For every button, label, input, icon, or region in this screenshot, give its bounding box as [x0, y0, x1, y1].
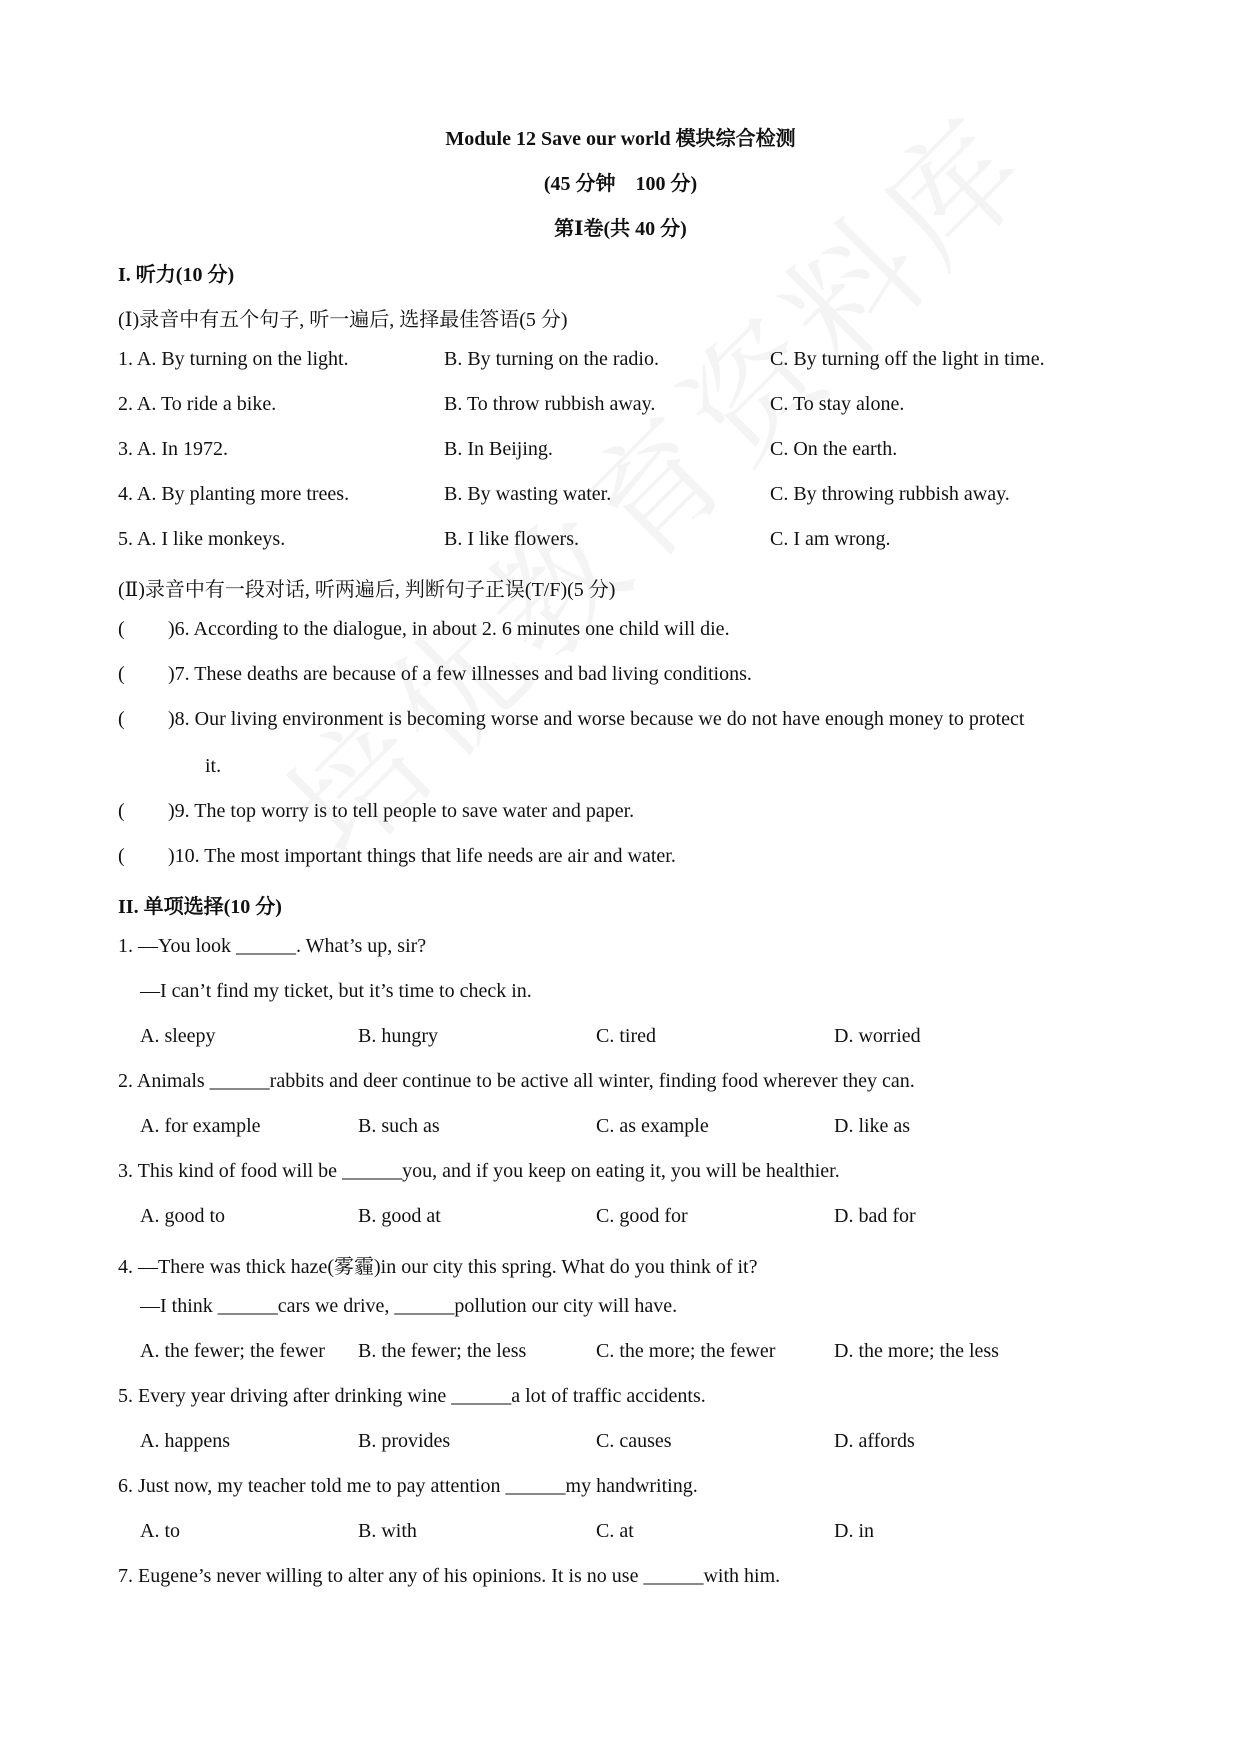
choice-option: B. good at — [358, 1205, 441, 1227]
choice-option: A. the fewer; the fewer — [140, 1340, 325, 1362]
option-b: B. In Beijing. — [444, 438, 553, 460]
choice-heading: II. 单项选择(10 分) — [118, 896, 282, 918]
choice-option: D. affords — [834, 1430, 915, 1452]
option-c: C. To stay alone. — [770, 393, 905, 415]
page-title: Module 12 Save our world 模块综合检测 — [445, 128, 796, 150]
choice-option: B. provides — [358, 1430, 451, 1452]
option-c: C. On the earth. — [770, 438, 898, 460]
option-c: C. By throwing rubbish away. — [770, 483, 1010, 505]
question-line: 6. Just now, my teacher told me to pay attention ______my handwriting. — [118, 1475, 698, 1497]
option-a: 4. A. By planting more trees. — [118, 483, 350, 505]
tf-item: ( )8. Our living environment is becoming worse and worse because we do not have enough money to protect — [118, 708, 1025, 730]
choice-option: D. bad for — [834, 1205, 916, 1227]
tf-item: ( )7. These deaths are because of a few illnesses and bad living conditions. — [118, 663, 752, 685]
choice-option: A. happens — [140, 1430, 230, 1452]
choice-option: B. with — [358, 1520, 417, 1542]
time-score: (45 分钟 100 分) — [543, 173, 698, 195]
part-heading: 第Ⅰ卷(共 40 分) — [554, 218, 687, 240]
tf-item: ( )6. According to the dialogue, in about 2. 6 minutes one child will die. — [118, 618, 730, 640]
choice-option: C. tired — [596, 1025, 656, 1047]
question-line: 3. This kind of food will be ______you, and if you keep on eating it, you will be healthier. — [118, 1160, 840, 1182]
choice-option: B. such as — [358, 1115, 440, 1137]
option-c: C. I am wrong. — [770, 528, 891, 550]
option-a: 2. A. To ride a bike. — [118, 393, 277, 415]
choice-option: B. hungry — [358, 1025, 438, 1047]
option-b: B. I like flowers. — [444, 528, 579, 550]
choice-option: C. good for — [596, 1205, 688, 1227]
choice-option: A. to — [140, 1520, 180, 1542]
question-line: —I can’t find my ticket, but it’s time to check in. — [140, 980, 532, 1002]
question-line: 5. Every year driving after drinking wine ______a lot of traffic accidents. — [118, 1385, 706, 1407]
option-a: 5. A. I like monkeys. — [118, 528, 286, 550]
tf-item: ( )10. The most important things that life needs are air and water. — [118, 845, 676, 867]
choice-option: C. at — [596, 1520, 634, 1542]
option-a: 3. A. In 1972. — [118, 438, 228, 460]
choice-option: B. the fewer; the less — [358, 1340, 527, 1362]
choice-option: D. in — [834, 1520, 874, 1542]
option-a: 1. A. By turning on the light. — [118, 348, 349, 370]
option-b: B. By turning on the radio. — [444, 348, 659, 370]
choice-option: A. good to — [140, 1205, 225, 1227]
option-c: C. By turning off the light in time. — [770, 348, 1045, 370]
question-line: 7. Eugene’s never willing to alter any of his opinions. It is no use ______with him. — [118, 1565, 781, 1587]
choice-option: C. causes — [596, 1430, 672, 1452]
listening-heading: I. 听力(10 分) — [118, 264, 235, 286]
choice-option: D. the more; the less — [834, 1340, 999, 1362]
choice-option: C. as example — [596, 1115, 709, 1137]
choice-option: C. the more; the fewer — [596, 1340, 776, 1362]
option-b: B. To throw rubbish away. — [444, 393, 656, 415]
choice-option: A. for example — [140, 1115, 261, 1137]
tf-item: ( )9. The top worry is to tell people to save water and paper. — [118, 800, 635, 822]
choice-option: D. worried — [834, 1025, 921, 1047]
listening-sub1: (Ⅰ)录音中有五个句子, 听一遍后, 选择最佳答语(5 分) — [118, 309, 568, 331]
option-b: B. By wasting water. — [444, 483, 612, 505]
choice-option: A. sleepy — [140, 1025, 216, 1047]
question-line: 2. Animals ______rabbits and deer continue to be active all winter, finding food wherever they can. — [118, 1070, 915, 1092]
listening-sub2: (Ⅱ)录音中有一段对话, 听两遍后, 判断句子正误(T/F)(5 分) — [118, 579, 616, 601]
question-line: 4. —There was thick haze(雾霾)in our city this spring. What do you think of it? — [118, 1256, 758, 1278]
question-line: —I think ______cars we drive, ______pollution our city will have. — [140, 1295, 678, 1317]
tf-item-continuation: it. — [205, 755, 222, 777]
question-line: 1. —You look ______. What’s up, sir? — [118, 935, 427, 957]
choice-option: D. like as — [834, 1115, 911, 1137]
